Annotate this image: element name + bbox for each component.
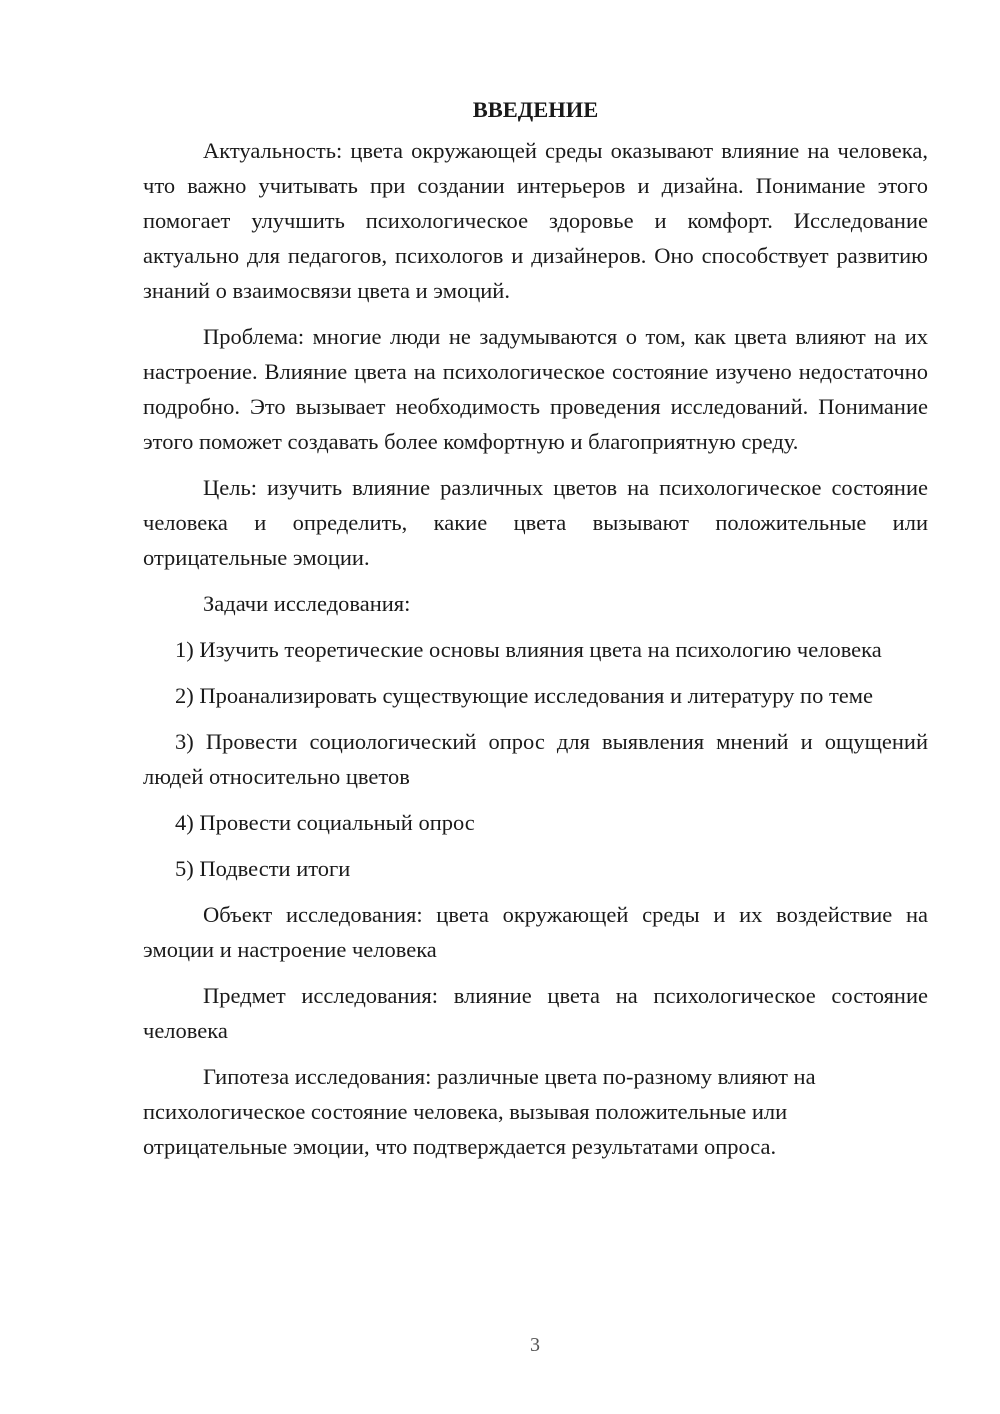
goal-paragraph: Цель: изучить влияние различных цветов на психологическое состояние человека и определить, какие цвета вызывают положительные или отрицательные эмоции. xyxy=(143,475,928,570)
hypothesis-paragraph: Гипотеза исследования: различные цвета по-разному влияют на психологическое состояние человека, вызывая положительные или отрицательные эмоции, что подтверждается результатами опроса. xyxy=(143,1064,816,1159)
object-paragraph: Объект исследования: цвета окружающей среды и их воздействие на эмоции и настроение человека xyxy=(143,902,928,962)
page-number: 3 xyxy=(530,1334,540,1356)
task-item: 3) Провести социологический опрос для выявления мнений и ощущений людей относительно цветов xyxy=(143,729,928,789)
task-item: 2) Проанализировать существующие исследования и литературу по теме xyxy=(175,683,873,708)
problem-paragraph: Проблема: многие люди не задумываются о том, как цвета влияют на их настроение. Влияние цвета на психологическое состояние изучено недостаточно подробно. Это вызывает необходимость проведения исследований. Понимание этого поможет создавать более комфортную и благоприятную среду. xyxy=(143,324,928,454)
tasks-heading: Задачи исследования: xyxy=(203,591,411,616)
subject-paragraph: Предмет исследования: влияние цвета на психологическое состояние человека xyxy=(143,983,928,1043)
relevance-paragraph: Актуальность: цвета окружающей среды оказывают влияние на человека, что важно учитывать при создании интерьеров и дизайна. Понимание этого помогает улучшить психологическое здоровье и комфорт. Исследование актуально для педагогов, психологов и дизайнеров. Оно способствует развитию знаний о взаимосвязи цвета и эмоций. xyxy=(143,138,928,303)
document-page xyxy=(143,92,928,1175)
task-item: 1) Изучить теоретические основы влияния цвета на психологию человека xyxy=(175,637,882,662)
section-title: ВВЕДЕНИЕ xyxy=(472,97,599,122)
task-item: 5) Подвести итоги xyxy=(175,856,351,881)
task-item: 4) Провести социальный опрос xyxy=(175,810,475,835)
